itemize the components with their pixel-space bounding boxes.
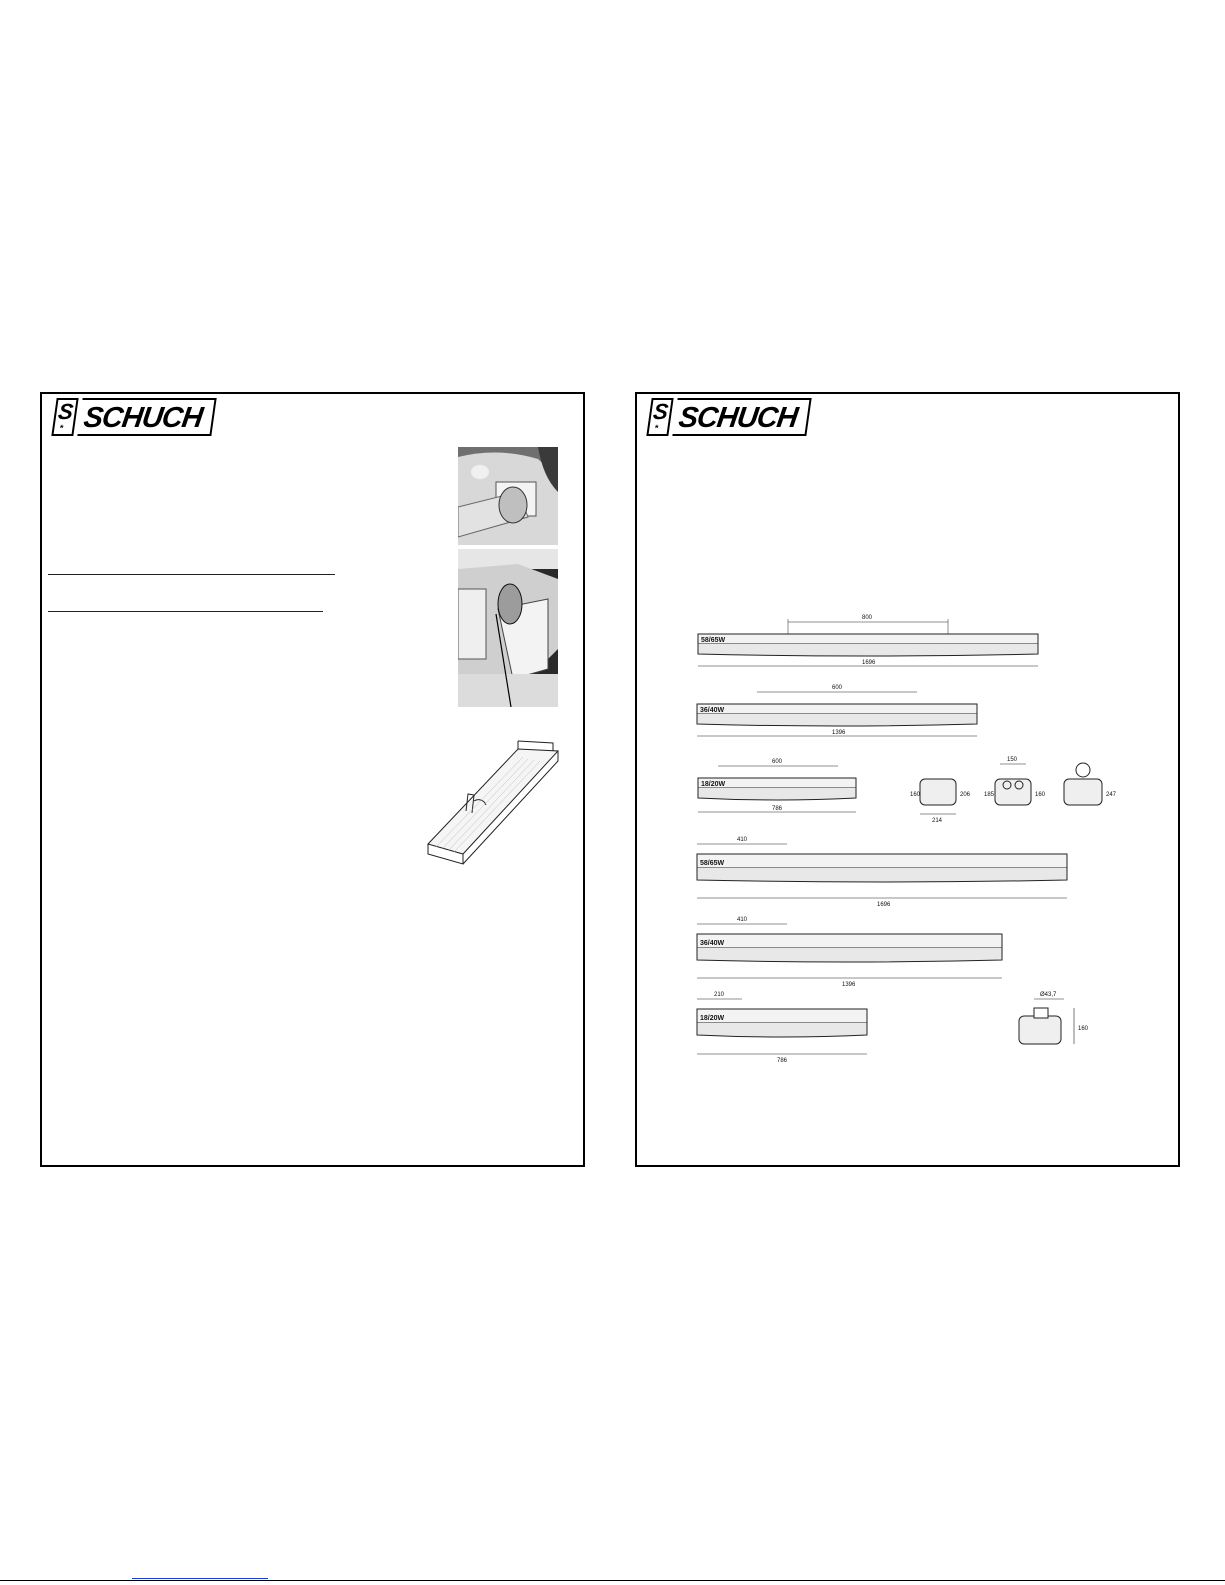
variant-b1-label: 58/65W [700, 860, 725, 867]
mounting-photo-top [458, 447, 558, 545]
variant-a2-label: 36/40W [700, 707, 725, 714]
dimension-drawings [692, 604, 1142, 1074]
variant-b2-offset: 410 [737, 917, 748, 923]
logo-s-mark: S * [51, 398, 78, 436]
variant-b2-length: 1396 [842, 982, 856, 988]
variant-a1-length: 1696 [862, 660, 876, 666]
variant-b1-offset: 410 [737, 837, 748, 843]
variant-b2-label: 36/40W [700, 940, 725, 947]
endview-a3-height-right: 247 [1106, 792, 1117, 798]
lamp-installation-photo-icon [458, 549, 558, 707]
endview-a2-top: 150 [1007, 757, 1018, 763]
variant-a1-spacing: 800 [862, 615, 873, 621]
schuch-logo [54, 398, 205, 436]
logo-wordmark: SCHUCH [77, 398, 216, 436]
endview-a1-width: 214 [932, 818, 943, 824]
technical-drawing-sheet [692, 604, 1142, 1074]
divider-line-1 [48, 574, 335, 575]
endview-a2-height-right: 160 [1035, 792, 1046, 798]
variant-b3-label: 18/20W [700, 1015, 725, 1022]
endview-a1-height-right: 206 [960, 792, 971, 798]
luminaire-sketch-icon [408, 739, 578, 884]
variant-b1-length: 1696 [877, 902, 891, 908]
right-page-panel [635, 392, 1180, 1167]
variant-a3-label: 18/20W [701, 781, 726, 788]
variant-a3-spacing: 600 [772, 759, 783, 765]
logo-wordmark: SCHUCH [672, 398, 811, 436]
left-page-panel [40, 392, 585, 1167]
logo-s-mark: S * [646, 398, 673, 436]
page-bottom-rule [0, 1580, 1225, 1581]
divider-line-2 [48, 611, 323, 612]
variant-b3-offset: 210 [714, 992, 725, 998]
endview-b-height: 160 [1078, 1026, 1089, 1032]
endview-a2-height-left: 185 [984, 792, 995, 798]
luminaire-opening-sketch [408, 739, 578, 884]
variant-a1-label: 58/65W [701, 637, 726, 644]
variant-b3-length: 786 [777, 1058, 788, 1064]
variant-a2-spacing: 600 [832, 685, 843, 691]
endview-b-diameter: Ø43,7 [1040, 992, 1057, 998]
variant-a2-length: 1396 [832, 730, 846, 736]
mounting-photo-middle [458, 549, 558, 707]
bracket-photo-icon [458, 447, 558, 545]
endview-a1-height-left: 160 [910, 792, 921, 798]
variant-a3-length: 786 [772, 806, 783, 812]
footer-link-underline[interactable] [132, 1578, 268, 1579]
schuch-logo [649, 398, 800, 436]
